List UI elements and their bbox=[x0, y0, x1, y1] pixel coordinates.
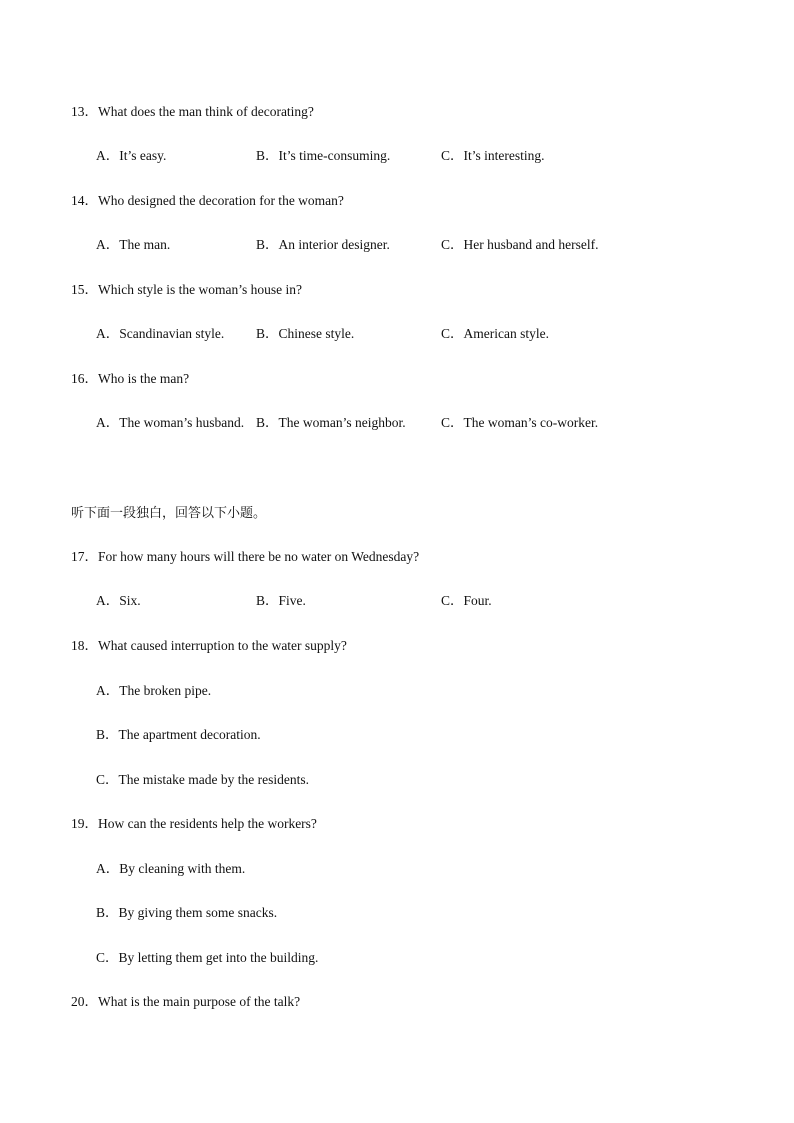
question-17-stem: 17．For how many hours will there be no water on Wednesday? bbox=[71, 549, 420, 564]
question-14-option-c: C．Her husband and herself. bbox=[441, 237, 599, 252]
question-14-option-a: A．The man. bbox=[96, 237, 171, 252]
question-18-option-c: C．The mistake made by the residents. bbox=[96, 772, 309, 787]
question-13-stem: 13．What does the man think of decorating? bbox=[71, 104, 314, 119]
question-19-option-b: B．By giving them some snacks. bbox=[96, 905, 278, 920]
question-15-stem: 15．Which style is the woman’s house in? bbox=[71, 282, 302, 297]
question-19-option-c: C．By letting them get into the building. bbox=[96, 950, 319, 965]
question-15-option-b: B．Chinese style. bbox=[256, 326, 355, 341]
question-13-option-a: A．It’s easy. bbox=[96, 148, 167, 163]
question-17-option-c: C．Four. bbox=[441, 593, 492, 608]
question-19-stem: 19．How can the residents help the workers? bbox=[71, 816, 317, 831]
question-14-option-b: B．An interior designer. bbox=[256, 237, 390, 252]
question-13-option-c: C．It’s interesting. bbox=[441, 148, 545, 163]
question-16-option-b: B．The woman’s neighbor. bbox=[256, 415, 406, 430]
question-15-option-a: A．Scandinavian style. bbox=[96, 326, 225, 341]
question-18-option-b: B．The apartment decoration. bbox=[96, 727, 261, 742]
question-20-stem: 20．What is the main purpose of the talk? bbox=[71, 994, 301, 1009]
question-19-option-a: A．By cleaning with them. bbox=[96, 861, 246, 876]
question-15-option-c: C．American style. bbox=[441, 326, 549, 341]
question-16-option-c: C．The woman’s co-worker. bbox=[441, 415, 599, 430]
question-17-option-a: A．Six. bbox=[96, 593, 141, 608]
question-17-option-b: B．Five. bbox=[256, 593, 306, 608]
question-18-stem: 18．What caused interruption to the water supply? bbox=[71, 638, 347, 653]
question-16-option-a: A．The woman’s husband. bbox=[96, 415, 245, 430]
question-14-stem: 14．Who designed the decoration for the woman? bbox=[71, 193, 344, 208]
question-18-option-a: A．The broken pipe. bbox=[96, 683, 212, 698]
question-13-option-b: B．It’s time-consuming. bbox=[256, 148, 391, 163]
section-heading: 听下面一段独白，回答以下小题。 bbox=[71, 506, 267, 521]
question-16-stem: 16．Who is the man? bbox=[71, 371, 190, 386]
